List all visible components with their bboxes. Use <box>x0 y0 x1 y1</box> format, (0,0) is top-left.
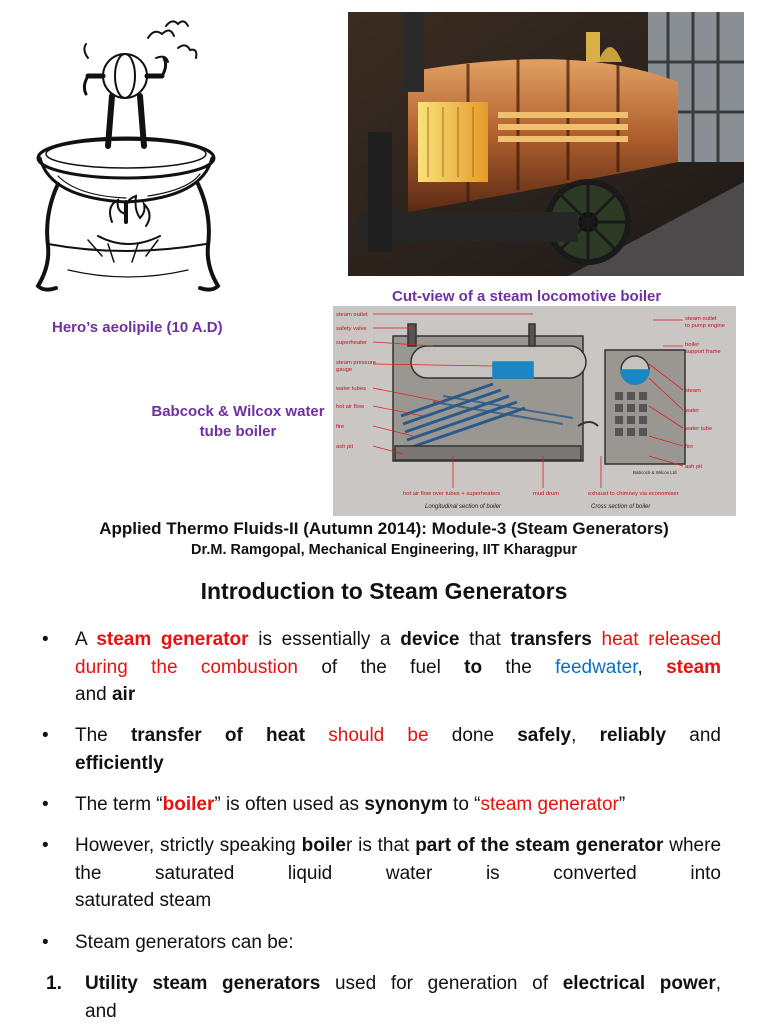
label-r-ash-pit: ash pit <box>685 464 702 470</box>
label-gauge: gauge <box>336 367 352 373</box>
text-and: and <box>689 725 721 746</box>
bullet-marker: • <box>42 832 62 860</box>
locomotive-cutaway-photo <box>348 12 744 276</box>
label-r-fire: fire <box>685 444 693 450</box>
number-marker: 1. <box>46 970 66 998</box>
emph-reliably: reliably <box>600 725 667 746</box>
emph-electrical-power: electrical power <box>563 973 716 994</box>
label-mud-drum: mud drum <box>533 491 559 497</box>
emph-should-be: should be <box>328 725 428 746</box>
label-r-water: water <box>684 408 699 414</box>
text-is-essentially: is essentially a <box>258 629 390 650</box>
label-r-support: support frame <box>685 349 721 355</box>
label-r-steam: steam <box>685 388 701 394</box>
page-title: Introduction to Steam Generators <box>0 578 768 605</box>
babcock-caption-line1: Babcock & Wilcox water <box>140 402 336 422</box>
label-superheater: superheater <box>336 340 367 346</box>
emph-device: device <box>400 629 459 650</box>
numbered-text <box>85 970 721 1025</box>
label-steam-pressure: steam pressure <box>336 360 376 366</box>
text-saturated-steam: saturated steam <box>75 890 211 911</box>
text-a: A <box>75 629 87 650</box>
emph-air: air <box>112 684 135 705</box>
babcock-caption <box>140 402 336 442</box>
emph-steam-generator: steam generator <box>481 794 619 815</box>
label-r-boiler: boiler <box>685 342 699 348</box>
bullet-text <box>75 722 721 777</box>
emph-steam: steam <box>666 657 721 678</box>
emph-boile: boile <box>302 835 346 856</box>
text-however: However, strictly speaking <box>75 835 296 856</box>
label-exhaust: exhaust to chimney via economiser <box>588 491 679 497</box>
label-cross-section: Cross section of boiler <box>591 504 651 510</box>
author-line: Dr.M. Ramgopal, Mechanical Engineering, IIT Kharagpur <box>0 542 768 558</box>
bullet-marker: • <box>42 929 62 957</box>
emph-released: released during the combustion <box>75 629 721 678</box>
bullet-text <box>75 626 721 709</box>
babcock-caption-line2: tube boiler <box>140 422 336 442</box>
text-and: and <box>85 1001 117 1022</box>
bullet-last-line <box>75 750 721 778</box>
emph-safely: safely <box>517 725 571 746</box>
label-steam-outlet: steam outlet <box>336 312 368 318</box>
bullet-marker: • <box>42 722 62 750</box>
text-comma: , <box>638 657 643 678</box>
emph-synonym: synonym <box>364 794 447 815</box>
label-ash-pit: ash pit <box>336 444 353 450</box>
label-longitudinal: Longitudinal section of boiler <box>425 504 502 510</box>
text-used-for: used for generation of <box>335 973 548 994</box>
text-and: and <box>75 684 107 705</box>
numbered-last-line <box>85 998 721 1025</box>
bullet-marker: • <box>42 791 62 819</box>
label-water-tubes: water tubes <box>335 386 366 392</box>
text-comma: , <box>716 973 721 994</box>
text-close-quote: ” <box>619 794 625 815</box>
emph-generator: generator <box>576 835 664 856</box>
emph-transfers: transfers <box>511 629 592 650</box>
label-r-water-tube: water tube <box>684 426 712 432</box>
emph-transfer-of-heat: transfer of heat <box>131 725 305 746</box>
emph-feedwater: feedwater <box>555 657 637 678</box>
bullet-marker: • <box>42 626 62 654</box>
label-hot-air-flow: hot air flow <box>336 404 365 410</box>
text-the: the <box>505 657 531 678</box>
emph-boiler: boiler <box>163 794 215 815</box>
text-that: that <box>469 629 501 650</box>
label-hot-air-over-tubes: hot air flow over tubes + superheaters <box>403 491 500 497</box>
text-of-the-fuel: of the fuel <box>321 657 441 678</box>
label-fire: fire <box>336 424 344 430</box>
hero-caption: Hero’s aeolipile (10 A.D) <box>52 318 282 338</box>
emph-utility: Utility steam generators <box>85 973 320 994</box>
text-to: to “ <box>453 794 480 815</box>
bullet-last-line <box>75 887 721 915</box>
emph-steam-generator: steam generator <box>96 629 248 650</box>
babcock-wilcox-diagram <box>333 306 736 516</box>
text-the-term: The term “ <box>75 794 163 815</box>
locomotive-caption: Cut-view of a steam locomotive boiler <box>392 287 712 307</box>
text-is-often: ” is often used as <box>214 794 359 815</box>
text-where: where the saturated liquid water is converted into <box>75 835 721 884</box>
emph-heat: heat <box>602 629 639 650</box>
emph-part-of-steam: part of the steam <box>415 835 570 856</box>
label-r-to-pump: to pump engine <box>685 323 725 329</box>
bullet-text <box>75 791 721 819</box>
text-r-is-that: r is that <box>346 835 409 856</box>
label-maker: Babcock & Wilcox Ltd <box>633 470 677 475</box>
emph-efficiently: efficiently <box>75 753 164 774</box>
module-title: Applied Thermo Fluids-II (Autumn 2014): Module-3 (Steam Generators) <box>0 519 768 539</box>
text-done: done <box>452 725 494 746</box>
label-r-steam-outlet: steam outlet <box>685 316 717 322</box>
aeolipile-illustration <box>28 8 238 308</box>
bullet-text: Steam generators can be: <box>75 929 721 957</box>
text-the: The <box>75 725 108 746</box>
bullet-text <box>75 832 721 915</box>
bullet-last-line <box>75 681 721 709</box>
text-comma: , <box>571 725 576 746</box>
label-safety-valve: safety valve <box>336 326 367 332</box>
emph-to: to <box>464 657 482 678</box>
